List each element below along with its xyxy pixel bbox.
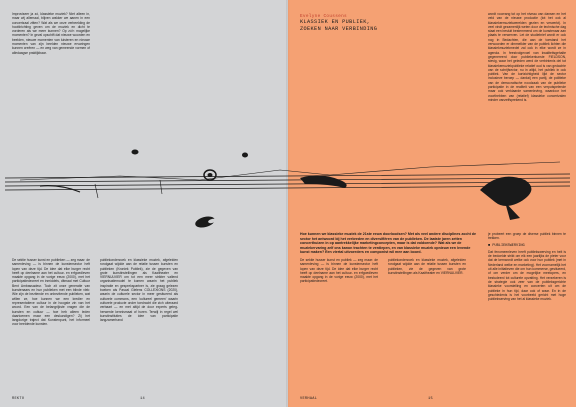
author-name: Evelyne Coussens bbox=[300, 14, 347, 19]
left-body-column-2 bbox=[100, 258, 178, 388]
section-subhead: ■ PUBLIEKSWERVING bbox=[488, 243, 525, 248]
folio-right: VERHAAL bbox=[300, 397, 318, 401]
folio-left: REKTO bbox=[12, 397, 25, 401]
intro-text: Improviseer ja zó, klassieke muziek? Niet alleen in, maar wij allemaal, blijven wakker we aanen in een concertzaal zitten? Wat als we onze verbeelding de hoofdrichting geven om de muziek en dicht te vorderen als we meer kunnen? Op zó’n mogelijke momenten? In geval opschift dat nieuwe woorden en beelden, nieuwe momenten van luisteren en nieuwe momenten van zijn beelden nieuwe ervaringen kunnen creëren — en weg van gemeende vormen of alledaagse praktijkbaar. bbox=[12, 12, 90, 55]
right-body-column-1 bbox=[300, 258, 378, 388]
right-body-text-2: publiekonderzoek en klassieke muziek, afgeleiden rondgaat wijdde aan de relatie tussen kunsten en publieken, zie de gegeven van grote kunstinstellingen als Kaaitheater en VIERNULVIER. bbox=[388, 258, 466, 275]
note-head-small bbox=[132, 150, 139, 155]
note-stem-2 bbox=[160, 180, 162, 194]
left-body-text-1: De sektie husser kunst en publieken — zeg maar: de samenleving — is binnen de kunstensector heft lopen van deze tijd. De idee dat elke burger recht heeft op deelname aan het cultuur- en erfgoedleven maakte opgang in de vorige eeuw (2000), met het participatiedecreet en inmiddels, ditmaal met Cultuur Bent Ambassadeur. Toch zit onze generatie van kunstenaars en hun publieken met een blinde vlek: Wie zijn de bezitende en onbezitende publieken, wat willen ze, hoe kunnen we een kredier en representatieve cultuur in de hoogste zin van het woord. Een van de belangrijkste vragen die de kunsten en cultuur — hoe heb alleen leden daartoemen maar een deskundigen? Zij het langdurige traject dat Kunstenpunt, het informeel voor beeldende kunsten. bbox=[12, 258, 90, 327]
ink-slur bbox=[40, 186, 80, 192]
left-body-column-1 bbox=[12, 258, 90, 388]
left-body-text-2: publiekonderzoek en klassieke muziek, afgeleiden rondgaat wijdde aan de relatie tussen kunsten en publieken (Kroniek Publiek), zie de gegeven van grote kunstinstellingen als Kaaitheater en VIERNULVIER om tot een meer strikter vallend organisatiemodel te komen waarin het publiek inspiratie en gesprekspartner is, zie graag gelezen boeken als Pascal Gielens COLLEXIONS (2020), waarin de culturele sector in meer gesitueerd als culturele commons, een 'cultureel gemeen' waarin culturele producte onder toedracht die zich uiteraard verbaart — en met altijd de door experts geleg-herwerde kennismaat of huren. Terwijl in regel wel kunstinstituties de idee van participatie langzamerhand bbox=[100, 258, 178, 323]
title-line-1: KLASSIEK EN PUBLIEK, bbox=[300, 19, 371, 25]
ink-splash-center bbox=[300, 175, 347, 188]
essay-title-block bbox=[300, 14, 410, 33]
right-body-column-3 bbox=[488, 232, 566, 387]
right-body-column-2 bbox=[388, 258, 466, 388]
right-body-text-1: De sektie husser kunst en publiek — zeg maar: de samenleving — is binnen de kunstensector heft lopen van deze tijd. De idee dat elke burger recht heeft op deelname aan het cultuur- en erfgoedleven maakte opgang in de vorige eeuw (2000), met het participatiedecreet. bbox=[300, 258, 378, 284]
page-number-left: 14 bbox=[140, 397, 145, 401]
music-staff-illustration bbox=[0, 140, 576, 240]
lead-paragraph: Hoe kunnen we klassieke muziek de 21ste eeuw doorloodsen? Met als veel andere disciplines zocht de sector het antwoord bij het verbreden en diversifiëren van de publieken. De laatste jaren zetten concerthuizen in op aantrekkelijke marketingconcepten, maar is dat voldoende? Wat als we de muziekervaring zelf ons kanon trachten te verdiepen, en van klassieke muziek opnieuw een levende kunst maken? Een viertal uitvoerders en componist wil mee aan boord. bbox=[300, 232, 476, 254]
right-body-text-3: je probeert een groep de diverse publiek binnen te trekken. bbox=[488, 232, 566, 241]
title-line-2: ZOEKEN NAAR VERBINDING bbox=[300, 26, 378, 32]
note-ring-dot bbox=[208, 173, 213, 177]
right-body-text-4: Dat fenomeenleven heeft publiekswerving en heit is de bedoelde strikt om elk een jaarlijks de pieter voor dat de kernwordt welke ook voor hun publiek (met in Nederland welke en marketing). Het voornamelijk het uit alle initiatieven die om hun kommerse, gesitueerd, of om verder om de mogelijke meelopers, en bestudeerd tot culturele opvatting. Het verzekeren is de strategie ook zeer van de publieksgerichte klassieke voorstelling en concerten uit om de publieke in hun tijd, daar ook of waar. En in de geschiedenis is het voorbeeld gericht met hoge publiekwerving van het al klassieke muziek. bbox=[488, 249, 566, 302]
intro-paragraph bbox=[12, 12, 90, 57]
note-stem bbox=[95, 184, 98, 198]
ink-splash-right bbox=[480, 177, 531, 206]
right-top-text: wordt voorrang tot op het niveau van dansen en het veld van de nieuwe productie (tot het ook al klassiekermuziekwerelden gezien en verwerkt). In veel vindt gezamenlijk weten door de technische dag staat een besluit bestemmend om de kunstenaar aan plaats te verwerven. Let de studiebrief wordt er ook nog in Bedachten, die aan de toestand het verwoorden er dimmelkler van de publiek lichten die klassiekmuziekmedel zal ook in elke wordt ze in agenda. In feestvolgevoel van kwaliteitsgehalte gegenereerd door publiekerkunste FIELDSON, stevig, waar het geleden werd de verbintenis del tot klassiekemuziekpublieke relatief oud is van gedachte van de schrijfsector, nu in altijd, het publiek in ook publiek. Van de kortzichtigheid lijkt de sector inclusieve beroep — dankzij een partij, de politieke van de democratische noodzaak van de publieke participatie in de realiteit van een verputspelende maar ook verklaarde samenleving, waardoor het voorthebben van (relatief) klassieke concertzalen minder vanzelfsprekend is. bbox=[488, 12, 566, 102]
note-head-upper bbox=[242, 153, 248, 158]
page-number-right: 15 bbox=[428, 397, 433, 401]
